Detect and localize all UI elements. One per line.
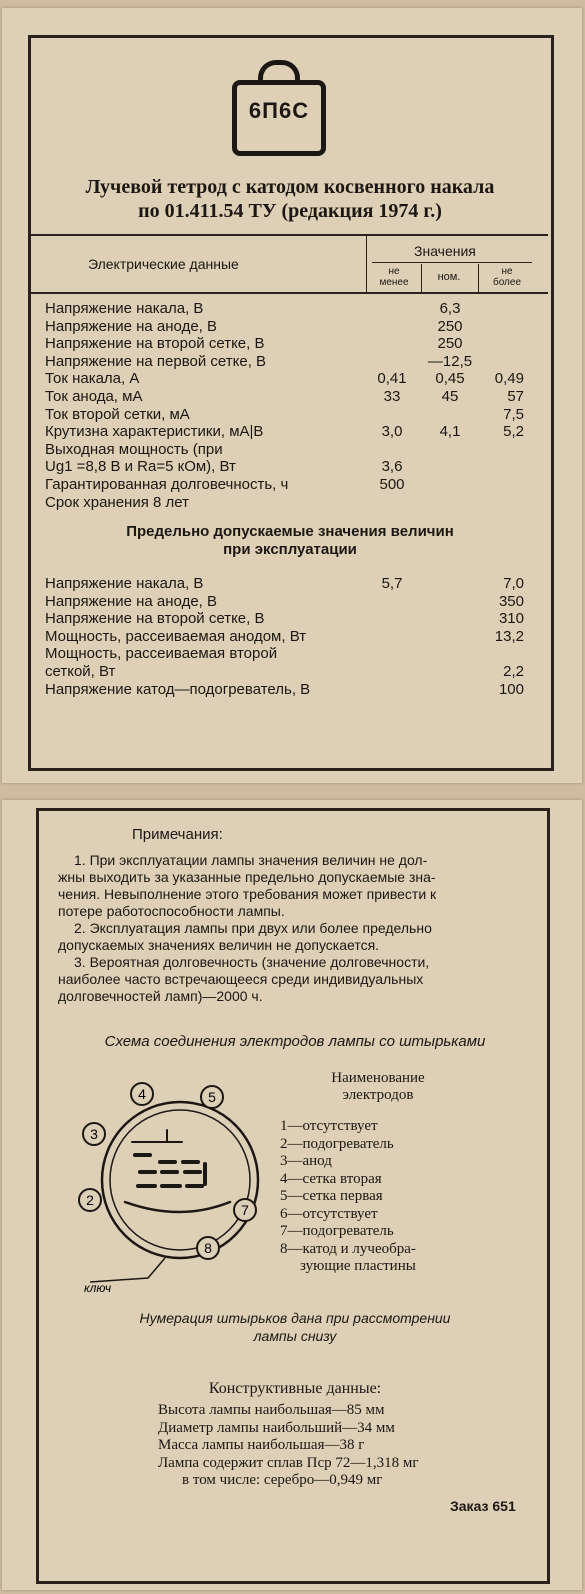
electrodes-heading bbox=[318, 1070, 438, 1104]
note-line: 2. Эксплуатация лампы при двух или более предельно bbox=[74, 920, 432, 936]
electrical-row-nom: 4,1 bbox=[439, 423, 461, 441]
header-max bbox=[484, 266, 530, 288]
order-number: Заказ 651 bbox=[450, 1498, 516, 1514]
tube-base-outline bbox=[102, 1102, 258, 1258]
header-min-l2: менее bbox=[379, 277, 409, 288]
key-pointer bbox=[90, 1258, 165, 1282]
limit-row-name: Напряжение катод—подогреватель, В bbox=[45, 680, 311, 698]
electrical-row-nom: 0,45 bbox=[435, 370, 465, 388]
note-line: допускаемых значениях величин не допускается. bbox=[58, 937, 380, 953]
electrical-row-nom: —12,5 bbox=[427, 352, 473, 370]
limits-title-line-2: при эксплуатации bbox=[223, 541, 357, 558]
electrical-row-name: Выходная мощность (при bbox=[45, 440, 223, 458]
construction-line: Диаметр лампы наибольший—34 мм bbox=[158, 1419, 395, 1436]
electrical-row-name: Крутизна характеристики, мА|В bbox=[45, 423, 264, 441]
electrical-row-max: 7,5 bbox=[503, 405, 524, 423]
header-max-l2: более bbox=[492, 277, 522, 288]
electrode-item: 1—отсутствует bbox=[280, 1118, 378, 1134]
limit-row-max: 310 bbox=[498, 610, 524, 628]
pin-8-label: 8 bbox=[204, 1240, 212, 1256]
limit-row-max: 7,0 bbox=[503, 575, 524, 592]
electrical-row-name: Ток накала, А bbox=[45, 370, 140, 388]
construction-heading: Конструктивные данные: bbox=[208, 1380, 382, 1397]
electrode-item: 2—подогреватель bbox=[280, 1135, 394, 1152]
header-values: Значения bbox=[414, 243, 476, 259]
electrode-item: 6—отсутствует bbox=[280, 1205, 378, 1222]
limit-row-max: 2,2 bbox=[503, 663, 524, 680]
title-line-2: по 01.411.54 ТУ (редакция 1974 г.) bbox=[138, 200, 442, 222]
electrical-row-nom: 250 bbox=[437, 317, 463, 335]
pin-diagram bbox=[70, 1072, 290, 1302]
header-divider bbox=[366, 236, 367, 292]
electrical-row-nom: 45 bbox=[441, 388, 459, 405]
numbering-note-line-2: лампы снизу bbox=[253, 1328, 337, 1344]
note-line: жны выходить за указанные предельно допускаемые зна- bbox=[58, 869, 436, 885]
header-bottom-rule bbox=[31, 292, 548, 294]
header-max-l1: не bbox=[501, 266, 513, 277]
limit-row-name: сеткой, Вт bbox=[45, 663, 116, 680]
limit-row-max: 350 bbox=[498, 592, 524, 610]
limit-row-max: 13,2 bbox=[494, 627, 524, 645]
limits-title-line-1: Предельно допускаемые значения величин bbox=[126, 523, 454, 540]
electrical-row-name: Срок хранения 8 лет bbox=[45, 493, 189, 511]
header-min bbox=[372, 266, 416, 288]
electrical-row-min: 3,0 bbox=[381, 423, 403, 441]
header-min-l1: не bbox=[388, 266, 400, 277]
note-line: чения. Невыполнение этого требования может привести к bbox=[58, 886, 437, 902]
scheme-title: Схема соединения электродов лампы со штырьками bbox=[104, 1033, 486, 1050]
header-electrical-data: Электрические данные bbox=[88, 256, 239, 272]
electrodes-heading-l2: электродов bbox=[342, 1087, 414, 1103]
header-sub-divider-1 bbox=[421, 264, 422, 292]
electrical-row-name: Ток второй сетки, мА bbox=[45, 405, 190, 423]
electrode-item: зующие пластины bbox=[300, 1258, 416, 1274]
electrical-row-name: Гарантированная долговечность, ч bbox=[45, 476, 289, 493]
electrical-row-nom: 6,3 bbox=[439, 300, 461, 317]
key-label: ключ bbox=[84, 1281, 112, 1295]
electrical-row-min: 0,41 bbox=[377, 370, 407, 388]
electrical-row-max: 57 bbox=[507, 388, 524, 405]
electrical-row-min: 3,6 bbox=[381, 458, 403, 476]
limit-row-name: Мощность, рассеиваемая анодом, Вт bbox=[45, 627, 307, 645]
header-nom: ном. bbox=[437, 271, 461, 283]
electrical-row-nom: 250 bbox=[437, 335, 463, 353]
header-values-rule bbox=[372, 262, 532, 263]
notes-heading: Примечания: bbox=[132, 826, 223, 843]
pin-2-label: 2 bbox=[86, 1192, 94, 1208]
note-line: наиболее часто встречающееся среди индивидуальных bbox=[58, 971, 424, 987]
electrical-row-max: 0,49 bbox=[494, 370, 524, 388]
electrical-row-name: Напряжение на аноде, В bbox=[45, 317, 218, 335]
pin-3-label: 3 bbox=[90, 1126, 98, 1142]
electrodes-heading-l1: Наименование bbox=[331, 1070, 425, 1086]
limit-row-name: Напряжение накала, В bbox=[45, 575, 204, 592]
construction-line: Масса лампы наибольшая—38 г bbox=[158, 1437, 365, 1453]
note-line: потере работоспособности лампы. bbox=[58, 903, 285, 919]
limit-row-min: 5,7 bbox=[381, 575, 403, 592]
note-line: 1. При эксплуатации лампы значения величин не дол- bbox=[74, 852, 428, 868]
limit-row-name: Мощность, рассеиваемая второй bbox=[45, 645, 278, 663]
electrical-row-name: Напряжение накала, В bbox=[45, 300, 204, 317]
logo-text: 6П6С bbox=[248, 98, 310, 123]
numbering-note-line-1: Нумерация штырьков дана при рассмотрении bbox=[139, 1310, 451, 1326]
header-sub-divider-2 bbox=[478, 264, 479, 292]
limit-row-name: Напряжение на аноде, В bbox=[45, 592, 218, 610]
pin-7-label: 7 bbox=[241, 1202, 249, 1218]
construction-line: Лампа содержит сплав Пср 72—1,318 мг bbox=[158, 1454, 419, 1471]
electrode-item: 4—сетка вторая bbox=[280, 1170, 382, 1187]
electrical-row-min: 500 bbox=[379, 476, 405, 493]
header-top-rule bbox=[31, 234, 548, 236]
electrical-row-name: Ток анода, мА bbox=[45, 388, 143, 405]
electrical-row-max: 5,2 bbox=[503, 423, 524, 441]
electrical-row-name: Ug1 =8,8 В и Ra=5 кОм), Вт bbox=[45, 458, 236, 476]
electrode-item: 8—катод и лучеобра- bbox=[280, 1240, 416, 1257]
electrode-item: 7—подогреватель bbox=[280, 1223, 394, 1239]
limit-row-max: 100 bbox=[498, 680, 524, 698]
electrode-item: 5—сетка первая bbox=[280, 1188, 383, 1204]
limit-row-name: Напряжение на второй сетке, В bbox=[45, 610, 265, 628]
note-line: долговечностей ламп)—2000 ч. bbox=[58, 988, 263, 1004]
construction-line: Высота лампы наибольшая—85 мм bbox=[158, 1402, 385, 1418]
electrode-item: 3—анод bbox=[280, 1153, 332, 1169]
electrical-row-name: Напряжение на второй сетке, В bbox=[45, 335, 265, 353]
electrical-row-name: Напряжение на первой сетке, В bbox=[45, 352, 267, 370]
electrical-row-min: 33 bbox=[383, 388, 401, 405]
title-line-1: Лучевой тетрод с катодом косвенного накала bbox=[85, 176, 495, 198]
note-line: 3. Вероятная долговечность (значение долговечности, bbox=[74, 954, 430, 970]
pin-5-label: 5 bbox=[208, 1089, 216, 1105]
construction-line: в том числе: серебро—0,949 мг bbox=[182, 1472, 383, 1488]
pin-4-label: 4 bbox=[138, 1086, 146, 1102]
electrode-marks bbox=[125, 1130, 230, 1212]
